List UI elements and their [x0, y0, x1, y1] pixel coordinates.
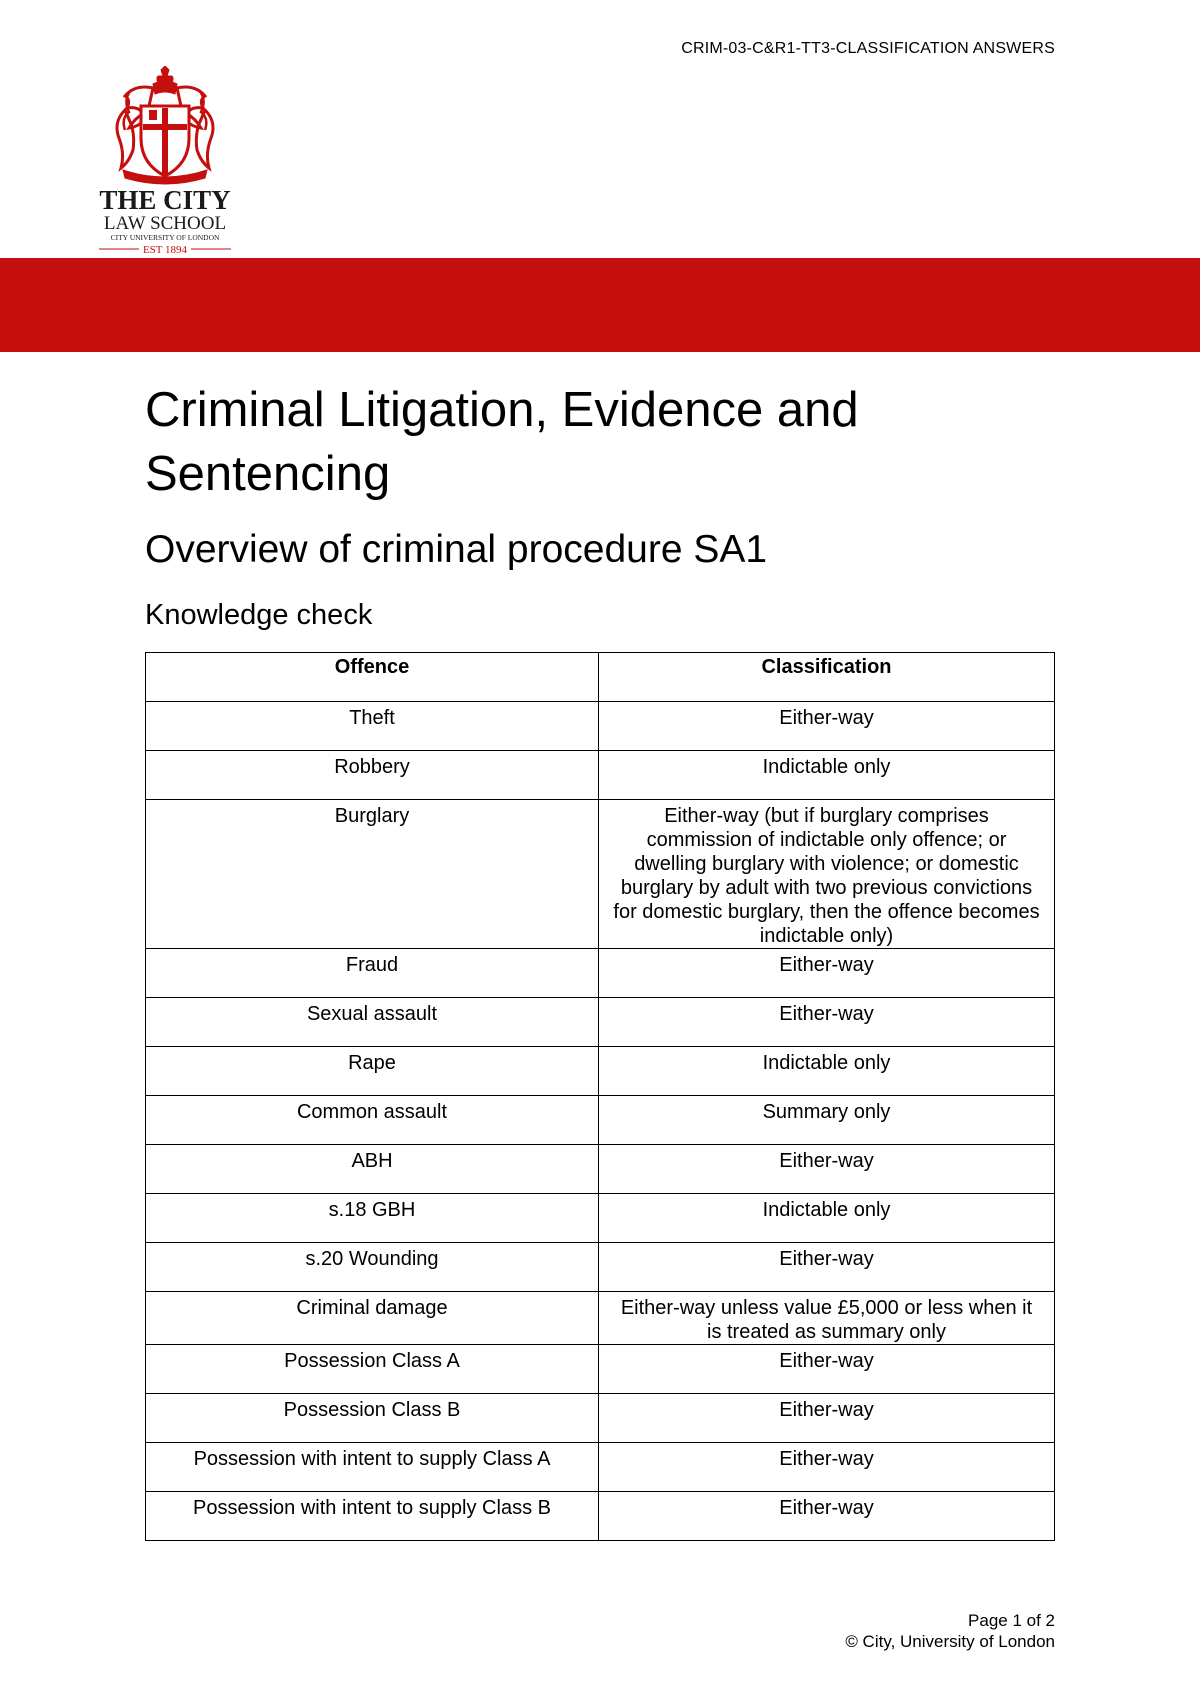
table-row	[146, 751, 1055, 800]
table-row	[146, 1047, 1055, 1096]
offence-cell: Criminal damage	[146, 1292, 599, 1345]
classification-cell: Summary only	[599, 1096, 1055, 1145]
classification-cell: Either-way	[599, 1443, 1055, 1492]
logo-line-2: LAW SCHOOL	[103, 213, 227, 234]
table-row	[146, 1243, 1055, 1292]
logo-line-1: THE CITY	[99, 185, 231, 215]
offence-cell: Sexual assault	[146, 998, 599, 1047]
table-row	[146, 1292, 1055, 1345]
classification-cell: Either-way	[599, 1492, 1055, 1541]
offence-cell: Common assault	[146, 1096, 599, 1145]
column-header-offence: Offence	[146, 653, 599, 702]
logo-line-4: EST 1894	[142, 244, 188, 256]
offence-cell: s.20 Wounding	[146, 1243, 599, 1292]
table-row	[146, 949, 1055, 998]
offence-cell: Possession with intent to supply Class A	[146, 1443, 599, 1492]
classification-table	[145, 652, 1055, 1541]
page-title: Criminal Litigation, Evidence and Sentencing	[145, 383, 859, 501]
header-red-band	[0, 258, 1200, 352]
offence-cell: Possession with intent to supply Class B	[146, 1492, 599, 1541]
classification-cell: Either-way	[599, 1243, 1055, 1292]
section-heading: Knowledge check	[145, 599, 373, 631]
city-law-school-logo	[95, 66, 235, 256]
offence-cell: Theft	[146, 702, 599, 751]
table-row	[146, 1096, 1055, 1145]
offence-cell: Burglary	[146, 800, 599, 949]
table-row	[146, 800, 1055, 949]
table-row	[146, 702, 1055, 751]
page-footer	[700, 1610, 1055, 1652]
offence-cell: Possession Class A	[146, 1345, 599, 1394]
classification-cell: Either-way	[599, 998, 1055, 1047]
classification-cell: Either-way	[599, 1345, 1055, 1394]
offence-cell: ABH	[146, 1145, 599, 1194]
classification-cell: Either-way unless value £5,000 or less when it is treated as summary only	[599, 1292, 1055, 1345]
offence-cell: Fraud	[146, 949, 599, 998]
classification-cell: Either-way	[599, 1145, 1055, 1194]
classification-cell: Either-way	[599, 1394, 1055, 1443]
copyright-notice: © City, University of London	[845, 1632, 1055, 1651]
page-number: Page 1 of 2	[968, 1611, 1055, 1630]
table-row	[146, 1345, 1055, 1394]
offence-cell: s.18 GBH	[146, 1194, 599, 1243]
logo-line-3: CITY UNIVERSITY OF LONDON	[110, 233, 220, 242]
page-subtitle: Overview of criminal procedure SA1	[145, 528, 768, 571]
table-row	[146, 998, 1055, 1047]
offence-cell: Possession Class B	[146, 1394, 599, 1443]
column-header-classification: Classification	[599, 653, 1055, 702]
table-row	[146, 1492, 1055, 1541]
table-row	[146, 1145, 1055, 1194]
table-row	[146, 1443, 1055, 1492]
classification-cell: Either-way	[599, 702, 1055, 751]
offence-cell: Rape	[146, 1047, 599, 1096]
table-row	[146, 1194, 1055, 1243]
table-row	[146, 1394, 1055, 1443]
classification-cell: Indictable only	[599, 751, 1055, 800]
classification-cell: Indictable only	[599, 1194, 1055, 1243]
table-header-row	[146, 653, 1055, 702]
document-reference: CRIM-03-C&R1-TT3-CLASSIFICATION ANSWERS	[681, 40, 1055, 57]
offence-cell: Robbery	[146, 751, 599, 800]
classification-cell: Either-way	[599, 949, 1055, 998]
classification-cell: Either-way (but if burglary comprises commission of indictable only offence; or dwelling burglary with violence; or domestic burglary by adult with two previous convictions for domestic burglary, then the offence becomes indictable only)	[599, 800, 1055, 949]
classification-cell: Indictable only	[599, 1047, 1055, 1096]
